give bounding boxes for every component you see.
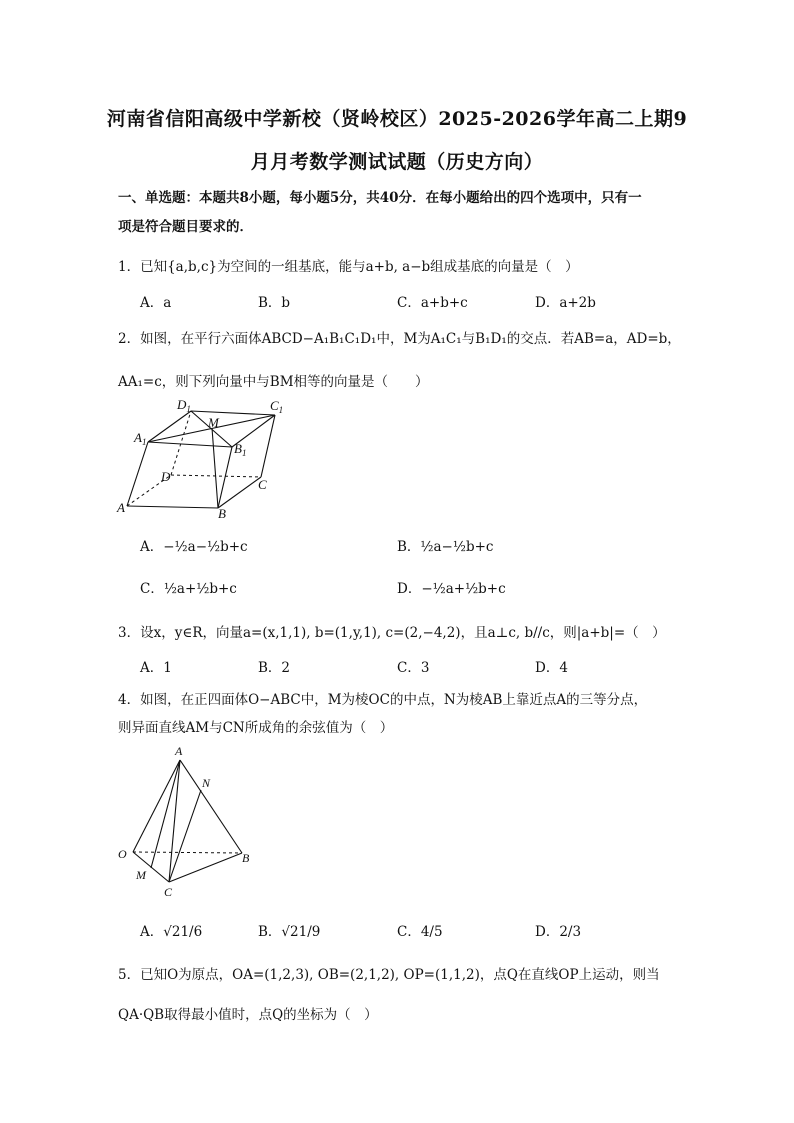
q1-option-d: D．a+2b	[535, 295, 596, 311]
label-d1: $D_1$	[177, 397, 191, 414]
q2-stem-line2: AA₁=c，则下列向量中与BM相等的向量是（ ）	[118, 374, 429, 390]
q2-option-a: A．−½a−½b+c	[140, 539, 248, 555]
q3-stem: 3．设x，y∈R，向量a=(x,1,1), b=(1,y,1), c=(2,−4,2)，且a⊥c, b//c，则|a+b|=（ ）	[118, 625, 666, 641]
q3-option-d: D．4	[535, 660, 568, 676]
q4-option-a: A．√21/6	[140, 924, 203, 940]
q4-stem-line1: 4．如图，在正四面体O−ABC中，M为棱OC的中点，N为棱AB上靠近点A的三等分点，	[118, 692, 648, 708]
q4-option-d: D．2/3	[535, 924, 582, 940]
label-c: C	[258, 477, 267, 492]
q1-option-a: A．a	[140, 295, 172, 311]
q1-stem: 1．已知{a,b,c}为空间的一组基底，能与a+b, a−b组成基底的向量是（ ）	[118, 259, 579, 275]
section-heading-line1: 一、单选题：本题共8小题，每小题5分，共40分．在每小题给出的四个选项中，只有一	[118, 190, 642, 206]
q2-option-d: D．−½a+½b+c	[397, 581, 506, 597]
label-b: B	[218, 506, 226, 520]
label-a1: $A_1$	[134, 430, 147, 447]
exam-title-line2: 月月考数学测试试题（历史方向）	[250, 151, 544, 173]
label-tetra-b: B	[242, 851, 250, 865]
q4-stem-line2: 则异面直线AM与CN所成角的余弦值为（ ）	[118, 720, 394, 736]
label-b1: $B_1$	[234, 441, 247, 458]
q3-option-b: B．2	[258, 660, 291, 676]
q5-stem-line2: QA·QB取得最小值时，点Q的坐标为（ ）	[118, 1007, 378, 1023]
q1-option-c: C．a+b+c	[397, 295, 468, 311]
label-tetra-c: C	[164, 885, 173, 899]
q3-option-a: A．1	[140, 660, 172, 676]
tetrahedron-figure	[115, 742, 265, 900]
section-heading-line2: 项是符合题目要求的．	[118, 219, 253, 235]
label-tetra-n: N	[202, 776, 211, 790]
q4-option-c: C．4/5	[397, 924, 443, 940]
label-d: D	[161, 469, 171, 484]
label-c1: $C_1$	[270, 398, 284, 415]
q2-option-b: B．½a−½b+c	[397, 539, 494, 555]
label-tetra-o: O	[118, 847, 127, 861]
q2-option-c: C．½a+½b+c	[140, 581, 237, 597]
q5-stem-line1: 5．已知O为原点，OA=(1,2,3), OB=(2,1,2), OP=(1,1,2)，点Q在直线OP上运动，则当	[118, 967, 660, 983]
label-a: A	[117, 500, 125, 515]
label-m: M	[208, 415, 219, 430]
label-tetra-m: M	[136, 868, 146, 882]
parallelepiped-figure	[115, 395, 295, 520]
q4-option-b: B．√21/9	[258, 924, 321, 940]
q3-option-c: C．3	[397, 660, 430, 676]
q2-stem-line1: 2．如图，在平行六面体ABCD−A₁B₁C₁D₁中，M为A₁C₁与B₁D₁的交点．若AB=a，AD=b，	[118, 331, 681, 347]
q1-option-b: B．b	[258, 295, 291, 311]
label-tetra-a: A	[175, 744, 183, 758]
exam-title-line1: 河南省信阳高级中学新校（贤岭校区）2025-2026学年高二上期9	[106, 108, 688, 130]
